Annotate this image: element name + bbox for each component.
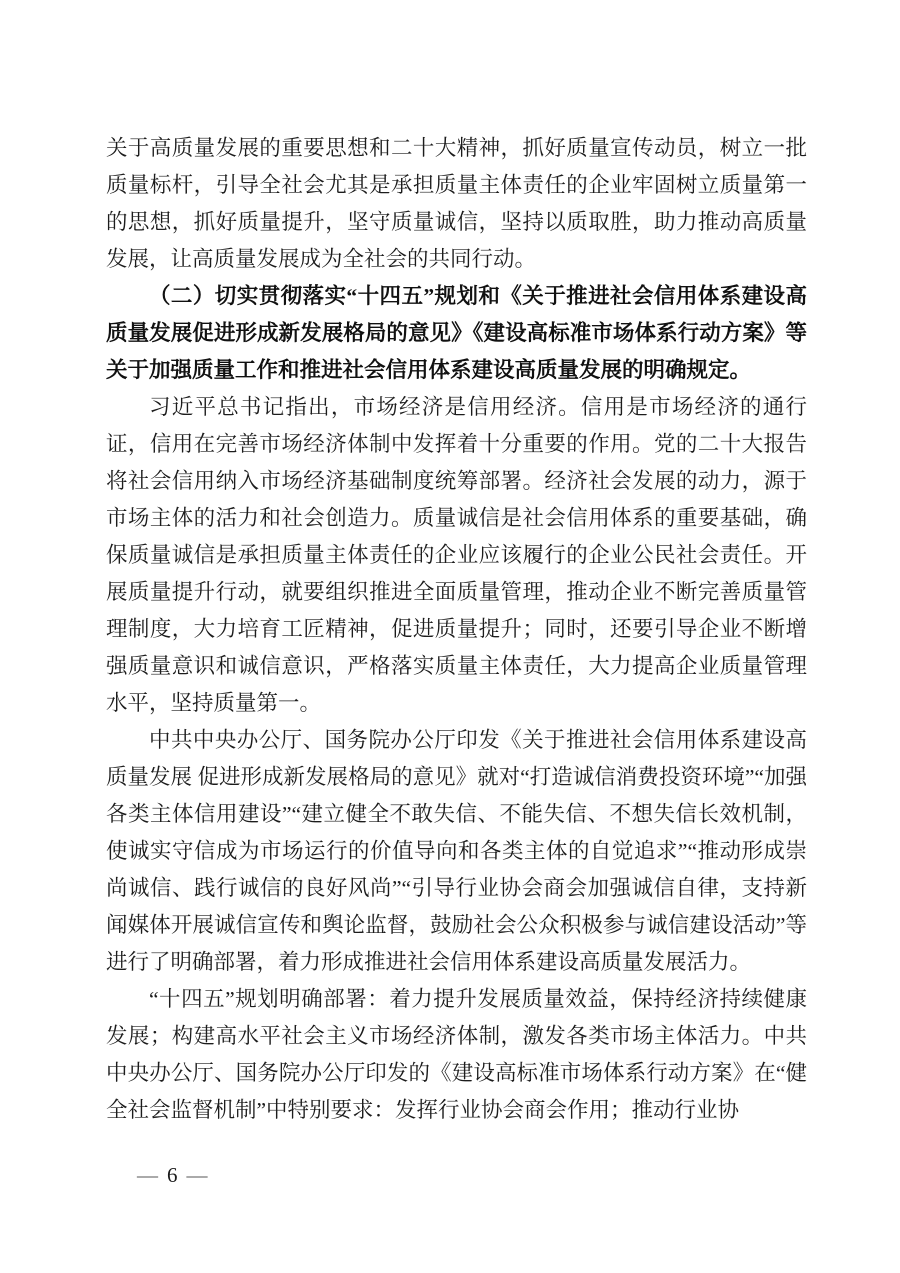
footer-right-dash: —	[186, 1163, 210, 1187]
paragraph-continuation: 关于高质量发展的重要思想和二十大精神，抓好质量宣传动员，树立一批质量标杆，引导全社会尤其是承担质量主体责任的企业牢固树立质量第一的思想，抓好质量提升，坚守质量诚信，坚持以质取胜，助力推动高质量发展，让高质量发展成为全社会的共同行动。	[106, 136, 807, 271]
page-body-text	[106, 130, 807, 1129]
page-number	[130, 1163, 217, 1188]
section-heading: （二）切实贯彻落实“十四五”规划和《关于推进社会信用体系建设高质量发展促进形成新发展格局的意见》《建设高标准市场体系行动方案》等关于加强质量工作和推进社会信用体系建设高质量发展的明确规定。	[106, 284, 807, 382]
footer-left-dash: —	[137, 1163, 160, 1187]
paragraph: 中共中央办公厅、国务院办公厅印发《关于推进社会信用体系建设高质量发展 促进形成新发展格局的意见》就对“打造诚信消费投资环境”“加强各类主体信用建设”“建立健全不敢失信、不能失信、不想失信长效机制，使诚实守信成为市场运行的价值导向和各类主体的自觉追求”“推动形成崇尚诚信、践行诚信的良好风尚”“引导行业协会商会加强诚信自律，支持新闻媒体开展诚信宣传和舆论监督，鼓励社会公众积极参与诚信建设活动”等进行了明确部署，着力形成推进社会信用体系建设高质量发展活力。	[106, 728, 807, 974]
paragraph: “十四五”规划明确部署：着力提升发展质量效益，保持经济持续健康发展；构建高水平社会主义市场经济体制，激发各类市场主体活力。中共中央办公厅、国务院办公厅印发的《建设高标准市场体系行动方案》在“健全社会监督机制”中特别要求：发挥行业协会商会作用；推动行业协	[106, 987, 807, 1122]
footer-page-number-value: 6	[167, 1163, 180, 1187]
paragraph: 习近平总书记指出，市场经济是信用经济。信用是市场经济的通行证，信用在完善市场经济体制中发挥着十分重要的作用。党的二十大报告将社会信用纳入市场经济基础制度统筹部署。经济社会发展的动力，源于市场主体的活力和社会创造力。质量诚信是社会信用体系的重要基础，确保质量诚信是承担质量主体责任的企业应该履行的企业公民社会责任。开展质量提升行动，就要组织推进全面质量管理，推动企业不断完善质量管理制度，大力培育工匠精神，促进质量提升；同时，还要引导企业不断增强质量意识和诚信意识，严格落实质量主体责任，大力提高企业质量管理水平，坚持质量第一。	[106, 395, 807, 715]
